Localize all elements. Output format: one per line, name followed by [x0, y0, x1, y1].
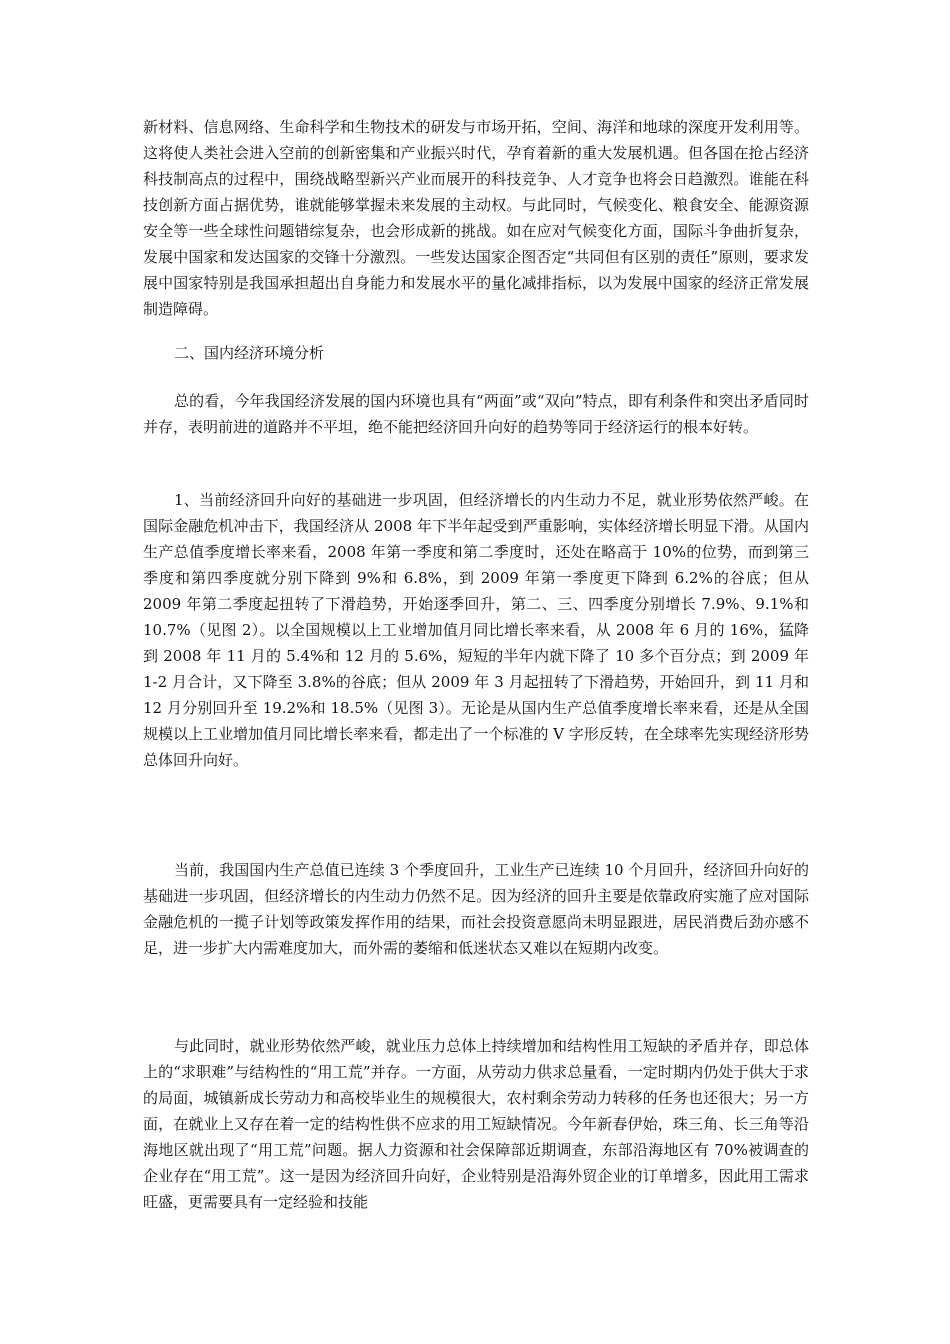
section-heading-domestic-economy: 二、国内经济环境分析 [174, 344, 325, 362]
paragraph-domestic-overview: 总的看，今年我国经济发展的国内环境也具有“两面”或“双向”特点，即有利条件和突出矛盾同时并存，表明前进的道路并不平坦，绝不能把经济回升向好的趋势等同于经济运行的根本好转。 [143, 392, 809, 436]
paragraph-economic-recovery: 1、当前经济回升向好的基础进一步巩固，但经济增长的内生动力不足，就业形势依然严峻。在国际金融危机冲击下，我国经济从 2008 年下半年起受到严重影响，实体经济增长明显下滑。从国内生产总值季度增长率来看，2008 年第一季度和第二季度时，还处在略高于 10%的位势，而到第三季度和第四季度就分别下降到 9%和 6.8%，到 2009 年第一季度更下降到 6.2%的谷底；但从 2009 年第二季度起扭转了下滑趋势，开始逐季回升，第二、三、四季度分别增长 7.9%、9.1%和 10.7%（见图 2）。以全国规模以上工业增加值月同比增长率来看，从 2008 年 6 月的 16%，猛降到 2008 年 11 月的 5.4%和 12 月的 5.6%，短短的半年内就下降了 10 多个百分点；到 2009 年 1-2 月合计，又下降至 3.8%的谷底；但从 2009 年 3 月起扭转了下滑趋势，开始回升，到 11 月和 12 月分别回升至 19.2%和 18.5%（见图 3）。无论是从国内生产总值季度增长率来看，还是从全国规模以上工业增加值月同比增长率来看，都走出了一个标准的 V 字形反转，在全球率先实现经济形势总体回升向好。 [143, 491, 809, 769]
paragraph-global-challenges: 新材料、信息网络、生命科学和生物技术的研发与市场开拓，空间、海洋和地球的深度开发利用等。这将使人类社会进入空前的创新密集和产业振兴时代，孕育着新的重大发展机遇。但各国在抢占经济科技制高点的过程中，围绕战略型新兴产业而展开的科技竞争、人才竞争也将会日趋激烈。谁能在科技创新方面占据优势，谁就能够掌握未来发展的主动权。与此同时，气候变化、粮食安全、能源资源安全等一些全球性问题错综复杂，也会形成新的挑战。如在应对气候变化方面，国际斗争曲折复杂，发展中国家和发达国家的交锋十分激烈。一些发达国家企图否定“共同但有区别的责任”原则，要求发展中国家特别是我国承担超出自身能力和发展水平的量化减排指标，以为发展中国家的经济正常发展制造障碍。 [143, 118, 809, 318]
paragraph-employment: 与此同时，就业形势依然严峻，就业压力总体上持续增加和结构性用工短缺的矛盾并存，即总体上的“求职难”与结构性的“用工荒”并存。一方面，从劳动力供求总量看，一定时期内仍处于供大于求的局面，城镇新成长劳动力和高校毕业生的规模很大，农村剩余劳动力转移的任务也还很大；另一方面，在就业上又存在着一定的结构性供不应求的用工短缺情况。今年新春伊始，珠三角、长三角等沿海地区就出现了“用工荒”问题。据人力资源和社会保障部近期调查，东部沿海地区有 70%被调查的企业存在“用工荒”。这一是因为经济回升向好，企业特别是沿海外贸企业的订单增多，因此用工需求旺盛，更需要具有一定经验和技能 [143, 1037, 809, 1211]
paragraph-growth-momentum: 当前，我国国内生产总值已连续 3 个季度回升，工业生产已连续 10 个月回升，经济回升向好的基础进一步巩固，但经济增长的内生动力仍然不足。因为经济的回升主要是依靠政府实施了应对国际金融危机的一揽子计划等政策发挥作用的结果，而社会投资意愿尚未明显跟进，居民消费后劲亦感不足，进一步扩大内需难度加大，而外需的萎缩和低迷状态又难以在短期内改变。 [143, 861, 809, 957]
